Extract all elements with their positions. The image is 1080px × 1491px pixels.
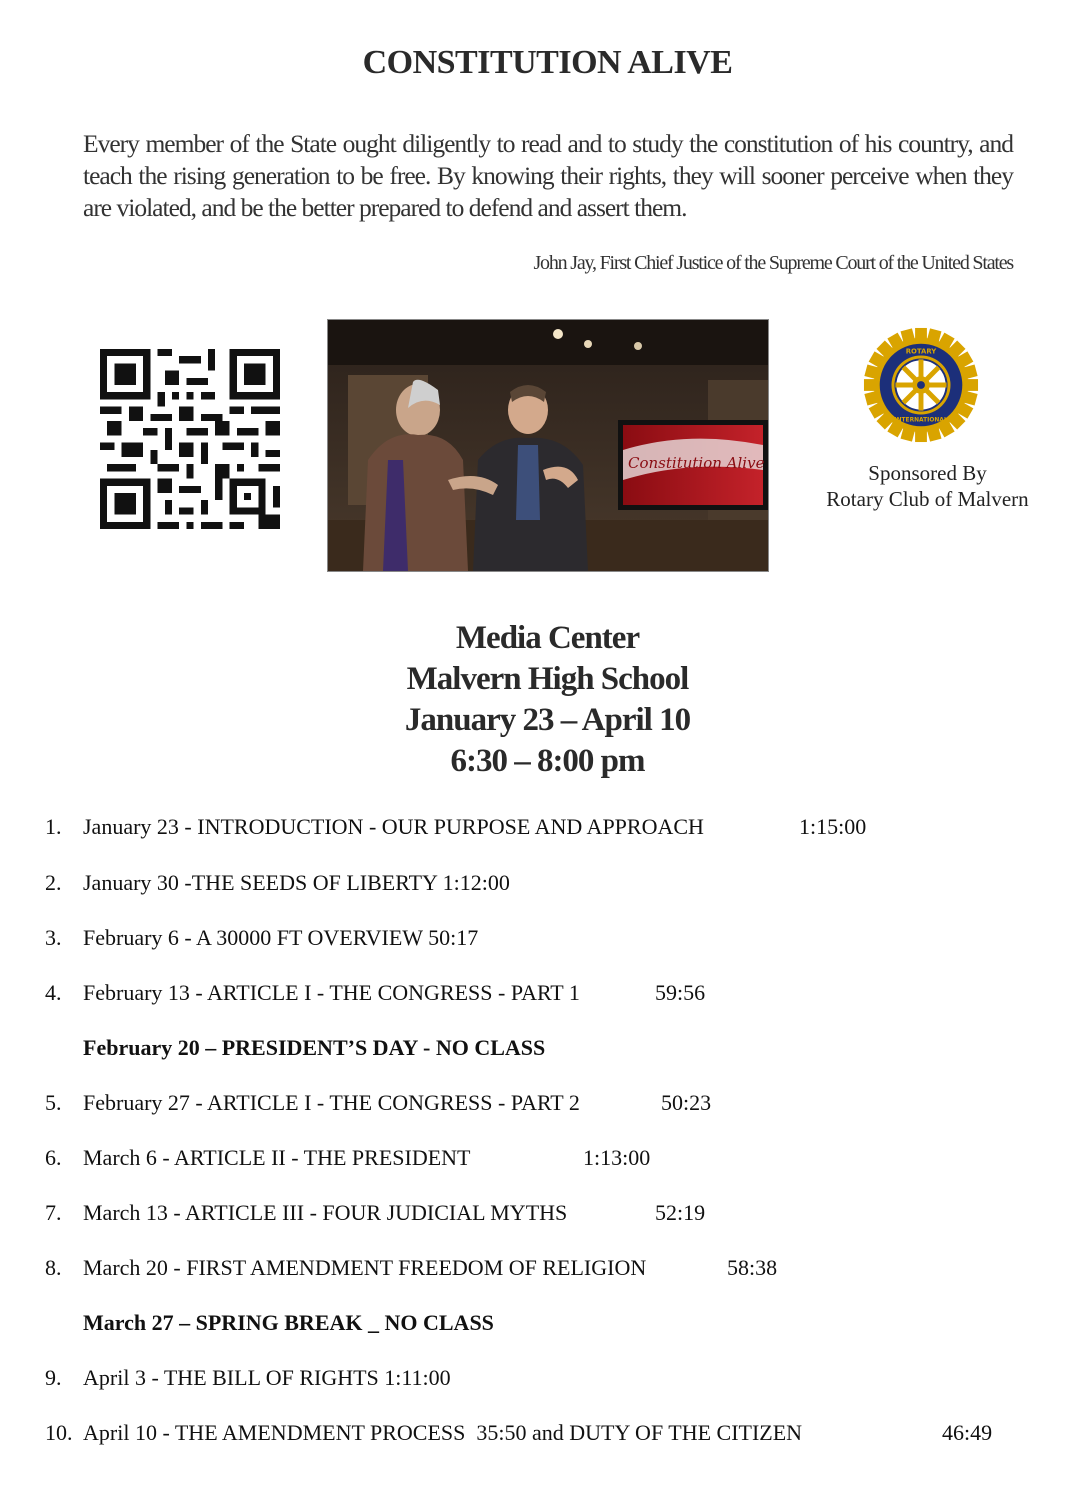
venue-room: Media Center [455,620,640,656]
item-title: April 3 - THE BILL OF RIGHTS 1:11:00 [83,1365,451,1390]
item-duration: 1:13:00 [583,1145,651,1170]
item-duration: 52:19 [655,1200,706,1225]
sponsor-label: Sponsored By [868,461,987,485]
item-title: March 6 - ARTICLE II - THE PRESIDENT [83,1145,471,1170]
item-title: February 6 - A 30000 FT OVERVIEW 50:17 [83,925,479,950]
item-title: February 27 - ARTICLE I - THE CONGRESS - PART 2 [83,1090,580,1115]
venue-time: 6:30 – 8:00 pm [450,743,645,779]
item-title: April 10 - THE AMENDMENT PROCESS 35:50 and DUTY OF THE CITIZEN [83,1420,803,1445]
item-duration: 46:49 [942,1420,993,1445]
tv-screen-text: Constitution Alive [628,454,765,472]
item-duration: 59:56 [655,980,706,1005]
rotary-logo [862,326,980,444]
item-number: 6. [45,1145,62,1170]
item-number: 9. [45,1365,62,1390]
video-still-photo[interactable] [327,319,769,572]
venue-dates: January 23 – April 10 [404,702,691,738]
venue-block [0,618,1080,782]
item-number: 3. [45,925,62,950]
sponsor-block [815,460,1040,512]
item-number: 5. [45,1090,62,1115]
rotary-logo-top-text: ROTARY [905,347,937,356]
item-number: 8. [45,1255,62,1280]
item-number: 7. [45,1200,62,1225]
item-duration: 50:23 [661,1090,712,1115]
item-number: 2. [45,870,62,895]
item-number: 1. [45,814,62,839]
item-title: January 30 -THE SEEDS OF LIBERTY 1:12:00 [83,870,510,895]
qr-code[interactable] [100,349,280,529]
item-title: March 13 - ARTICLE III - FOUR JUDICIAL MYTHS [83,1200,568,1225]
item-duration: 1:15:00 [799,814,867,839]
item-duration: 58:38 [727,1255,778,1280]
item-number: 4. [45,980,62,1005]
item-number: 10. [45,1420,73,1445]
page-title: CONSTITUTION ALIVE [362,44,733,81]
notice-text: February 20 – PRESIDENT’S DAY - NO CLASS [83,1035,546,1060]
item-title: January 23 - INTRODUCTION - OUR PURPOSE AND APPROACH [83,814,704,839]
quote-text: Every member of the State ought diligently to read and to study the constitution of his country, and teach the rising generation to be free. By knowing their rights, they will sooner perceive when they are violated, and be the better prepared to defend and assert them. [83,129,1013,222]
venue-school: Malvern High School [406,661,689,697]
quote-attribution: John Jay, First Chief Justice of the Supreme Court of the United States [533,252,1013,274]
item-title: February 13 - ARTICLE I - THE CONGRESS - PART 1 [83,980,580,1005]
notice-text: March 27 – SPRING BREAK _ NO CLASS [83,1310,494,1335]
sponsor-name: Rotary Club of Malvern [826,487,1029,511]
item-title: March 20 - FIRST AMENDMENT FREEDOM OF RELIGION [83,1255,647,1280]
rotary-logo-bottom-text: INTERNATIONAL [894,417,948,424]
